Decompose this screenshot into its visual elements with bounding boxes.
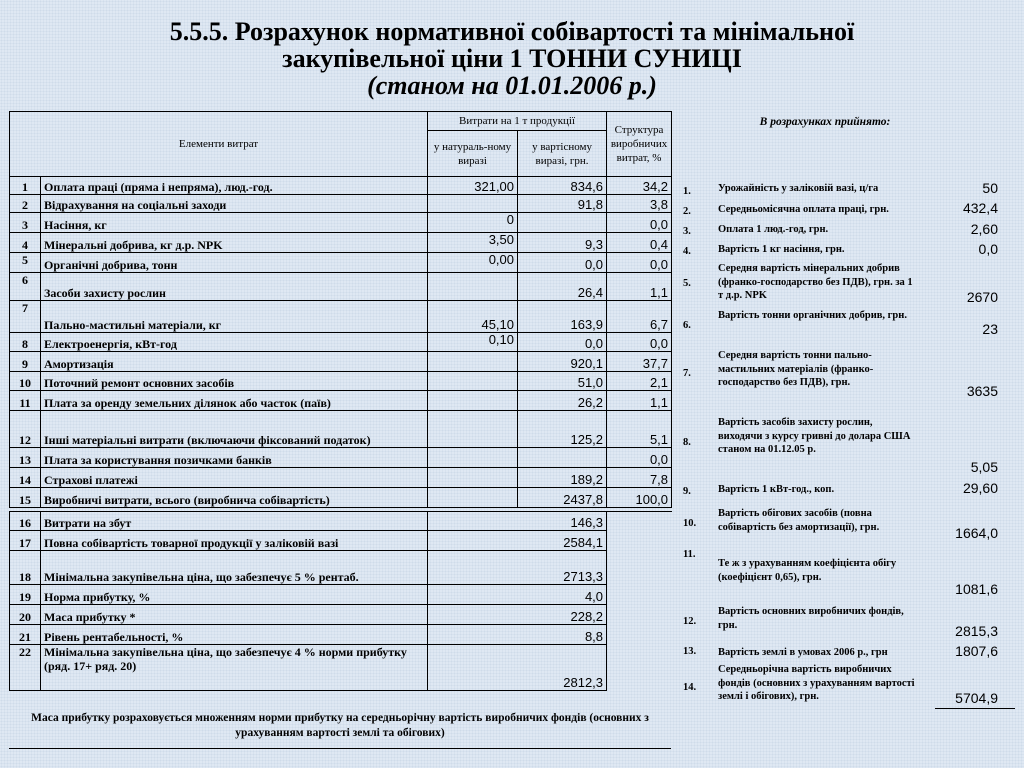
row-number: 15: [10, 488, 41, 508]
table-row: [10, 645, 672, 691]
assumption-text: Середня вартість мінеральних добрив (франко-господарство без ПДВ), грн. за 1 т д.р. NPK: [718, 263, 913, 301]
row-natural: [428, 411, 518, 448]
row-value: 189,2: [518, 468, 607, 488]
table-row: [10, 352, 672, 372]
row-name: Рівень рентабельності, %: [41, 625, 428, 645]
row-number: 17: [10, 531, 41, 551]
row-structure: 0,0: [607, 253, 672, 273]
row-natural: [428, 468, 518, 488]
row-natural: [428, 352, 518, 372]
assumption-number: 1.: [683, 186, 691, 197]
assumption-value: 1807,6: [955, 643, 998, 659]
row-name: Страхові платежі: [41, 468, 428, 488]
row-structure: 2,1: [607, 372, 672, 391]
footnote: Маса прибутку розраховується множенням норми прибутку на середньорічну вартість виробничих фондів (основних з урахуванням вартості землі та обігових): [31, 712, 649, 739]
row-empty-cell: [607, 551, 672, 585]
assumption-number: 11.: [683, 549, 696, 560]
row-natural: [428, 195, 518, 213]
row-empty-cell: [607, 645, 672, 691]
title-line-1: 5.5.5. Розрахунок нормативної собівартості та мінімальної: [169, 17, 855, 46]
assumption-number: 9.: [683, 486, 691, 497]
row-value: 920,1: [518, 352, 607, 372]
row-value: 51,0: [518, 372, 607, 391]
row-structure: 1,1: [607, 273, 672, 301]
title-line-2: закупівельної ціни 1 ТОННИ СУНИЦІ: [282, 44, 742, 73]
table-row: [10, 531, 672, 551]
table-row: [10, 512, 672, 531]
row-name: Плата за користування позичками банків: [41, 448, 428, 468]
row-name: Плата за оренду земельних ділянок або часток (паїв): [41, 391, 428, 411]
row-natural: 3,50: [428, 233, 518, 253]
row-structure: 6,7: [607, 301, 672, 333]
row-structure: 0,0: [607, 448, 672, 468]
title-line-3: (станом на 01.01.2006 р.): [367, 71, 657, 100]
row-name: Повна собівартість товарної продукції у заліковій вазі: [41, 531, 428, 551]
row-number: 10: [10, 372, 41, 391]
assumption-value: 2,60: [970, 221, 998, 237]
assumption-number: 6.: [683, 320, 691, 331]
row-value: 9,3: [518, 233, 607, 253]
row-value: 2437,8: [518, 488, 607, 508]
row-number: 3: [10, 213, 41, 233]
row-structure: 1,1: [607, 391, 672, 411]
row-name: Органічні добрива, тонн: [41, 253, 428, 273]
row-natural: 0: [428, 213, 518, 233]
row-structure: 34,2: [607, 177, 672, 195]
assumption-number: 4.: [683, 246, 691, 257]
assumption-text: Вартість засобів захисту рослин, виходячи з курсу гривні до долара США станом на 01.12.05 р.: [718, 417, 911, 455]
row-value: 0,0: [518, 253, 607, 273]
table-row: [10, 213, 672, 233]
assumption-value: 3635: [966, 383, 998, 399]
assumption-number: 12.: [683, 616, 697, 627]
row-empty-cell: [607, 512, 672, 531]
row-number: 14: [10, 468, 41, 488]
table-row: [10, 468, 672, 488]
assumption-value: 23: [982, 321, 998, 337]
assumption-value: 50: [982, 180, 998, 196]
row-number: 21: [10, 625, 41, 645]
table-row: [10, 625, 672, 645]
table-row: [10, 372, 672, 391]
assumption-text: Те ж з урахуванням коефіцієнта обігу (коефіцієнт 0,65), грн.: [718, 558, 897, 583]
row-number: 2: [10, 195, 41, 213]
assumptions-heading: В розрахунках прийнято:: [759, 116, 891, 128]
row-structure: 37,7: [607, 352, 672, 372]
assumption-number: 3.: [683, 226, 691, 237]
row-value: 834,6: [518, 177, 607, 195]
assumption-number: 8.: [683, 437, 691, 448]
row-structure: 7,8: [607, 468, 672, 488]
row-number: 1: [10, 177, 41, 195]
row-name: Відрахування на соціальні заходи: [41, 195, 428, 213]
row-name: Норма прибутку, %: [41, 585, 428, 605]
row-name: Амортизація: [41, 352, 428, 372]
assumption-text: Вартість тонни органічних добрив, грн.: [718, 310, 907, 321]
row-value: 163,9: [518, 301, 607, 333]
row-name: Мінімальна закупівельна ціна, що забезпечує 4 % норми прибутку (ряд. 17+ ряд. 20): [41, 645, 428, 691]
row-natural: [428, 372, 518, 391]
row-name: Виробничі витрати, всього (виробнича собівартість): [41, 488, 428, 508]
row-number: 9: [10, 352, 41, 372]
row-name: Витрати на збут: [41, 512, 428, 531]
assumption-text: Вартість землі в умовах 2006 р., грн: [718, 647, 888, 658]
row-structure: 0,0: [607, 213, 672, 233]
row-number: 18: [10, 551, 41, 585]
row-empty-cell: [607, 585, 672, 605]
assumption-text: Урожайність у заліковій вазі, ц/га: [718, 183, 879, 194]
row-name: Мінімальна закупівельна ціна, що забезпечує 5 % рентаб.: [41, 551, 428, 585]
table-row: [10, 488, 672, 508]
assumption-text: Оплата 1 люд.-год, грн.: [718, 224, 829, 235]
row-empty-cell: [607, 625, 672, 645]
row-natural: [428, 391, 518, 411]
assumption-value: 29,60: [962, 480, 998, 496]
cost-table: [9, 111, 672, 691]
row-name: Оплата праці (пряма і непряма), люд.-год.: [41, 177, 428, 195]
row-number: 4: [10, 233, 41, 253]
assumption-value: 5704,9: [955, 690, 998, 706]
header-structure: Структура виробничих витрат, %: [607, 112, 672, 177]
assumption-text: Вартість основних виробничих фондів, грн.: [718, 606, 904, 631]
assumption-number: 10.: [683, 518, 697, 529]
row-name: Насіння, кг: [41, 213, 428, 233]
assumption-value: 2815,3: [955, 623, 998, 639]
row-value: 26,4: [518, 273, 607, 301]
header-natural: у натураль-ному виразі: [428, 131, 518, 177]
row-name: Поточний ремонт основних засобів: [41, 372, 428, 391]
row-value: 228,2: [428, 605, 607, 625]
row-number: 7: [10, 301, 41, 333]
row-natural: [428, 488, 518, 508]
assumption-value: 1664,0: [955, 525, 998, 541]
row-value: [518, 448, 607, 468]
table-header-row: [10, 112, 672, 131]
row-value: 146,3: [428, 512, 607, 531]
row-number: 16: [10, 512, 41, 531]
row-value: 2713,3: [428, 551, 607, 585]
assumption-number: 13.: [683, 646, 697, 657]
table-row: [10, 177, 672, 195]
table-row: [10, 195, 672, 213]
row-number: 6: [10, 273, 41, 301]
assumption-text: Середня вартість тонни пально-мастильних матеріалів (франко-господарство без ПДВ), грн.: [718, 350, 874, 388]
assumption-text: Середньомісячна оплата праці, грн.: [718, 204, 889, 215]
row-number: 5: [10, 253, 41, 273]
assumption-text: Вартість обігових засобів (повна собівартість без амортизації), грн.: [718, 508, 880, 533]
assumption-number: 14.: [683, 682, 697, 693]
row-number: 8: [10, 333, 41, 352]
header-costs-per-ton: Витрати на 1 т продукції: [428, 112, 607, 131]
row-natural: [428, 448, 518, 468]
assumption-value: 432,4: [962, 200, 998, 216]
row-structure: 100,0: [607, 488, 672, 508]
header-elements: Елементи витрат: [10, 112, 428, 177]
assumption-value: 2670: [966, 289, 998, 305]
row-empty-cell: [607, 531, 672, 551]
row-value: [518, 213, 607, 233]
row-name: Маса прибутку *: [41, 605, 428, 625]
row-structure: 3,8: [607, 195, 672, 213]
row-value: 2584,1: [428, 531, 607, 551]
assumption-number: 2.: [683, 206, 691, 217]
assumptions-divider: [935, 708, 1015, 709]
row-structure: 0,0: [607, 333, 672, 352]
assumption-text: Вартість 1 кг насіння, грн.: [718, 244, 845, 255]
row-name: Інші матеріальні витрати (включаючи фіксований податок): [41, 411, 428, 448]
table-row: [10, 448, 672, 468]
row-value: 4,0: [428, 585, 607, 605]
assumption-value: 0,0: [978, 241, 998, 257]
assumption-text: Середньорічна вартість виробничих фондів (основних з урахуванням вартості землі і обігових), грн.: [718, 664, 915, 702]
table-row: [10, 391, 672, 411]
row-value: 26,2: [518, 391, 607, 411]
header-value: у вартісному виразі, грн.: [518, 131, 607, 177]
row-number: 11: [10, 391, 41, 411]
table-row: [10, 233, 672, 253]
table-row: [10, 273, 672, 301]
row-name: Електроенергія, кВт-год: [41, 333, 428, 352]
row-value: 91,8: [518, 195, 607, 213]
assumption-value: 1081,6: [955, 581, 998, 597]
row-value: 2812,3: [428, 645, 607, 691]
row-natural: 45,10: [428, 301, 518, 333]
assumption-number: 5.: [683, 278, 691, 289]
row-name: Мінеральні добрива, кг д.р. NPK: [41, 233, 428, 253]
row-natural: 0,10: [428, 333, 518, 352]
footnote-divider: [9, 748, 671, 749]
page-title: [0, 18, 1024, 99]
row-structure: 5,1: [607, 411, 672, 448]
row-value: 125,2: [518, 411, 607, 448]
row-number: 22: [10, 645, 41, 691]
row-natural: [428, 273, 518, 301]
table-row: [10, 585, 672, 605]
row-number: 12: [10, 411, 41, 448]
assumption-value: 5,05: [970, 459, 998, 475]
row-value: 0,0: [518, 333, 607, 352]
row-value: 8,8: [428, 625, 607, 645]
row-name: Пально-мастильні матеріали, кг: [41, 301, 428, 333]
row-number: 13: [10, 448, 41, 468]
table-row: [10, 605, 672, 625]
row-number: 19: [10, 585, 41, 605]
assumption-number: 7.: [683, 368, 691, 379]
row-structure: 0,4: [607, 233, 672, 253]
row-natural: 0,00: [428, 253, 518, 273]
table-row: [10, 551, 672, 585]
row-number: 20: [10, 605, 41, 625]
row-name: Засоби захисту рослин: [41, 273, 428, 301]
row-natural: 321,00: [428, 177, 518, 195]
table-row: [10, 411, 672, 448]
assumption-text: Вартість 1 кВт-год., коп.: [718, 484, 835, 495]
table-row: [10, 253, 672, 273]
table-row: [10, 333, 672, 352]
table-row: [10, 301, 672, 333]
row-empty-cell: [607, 605, 672, 625]
